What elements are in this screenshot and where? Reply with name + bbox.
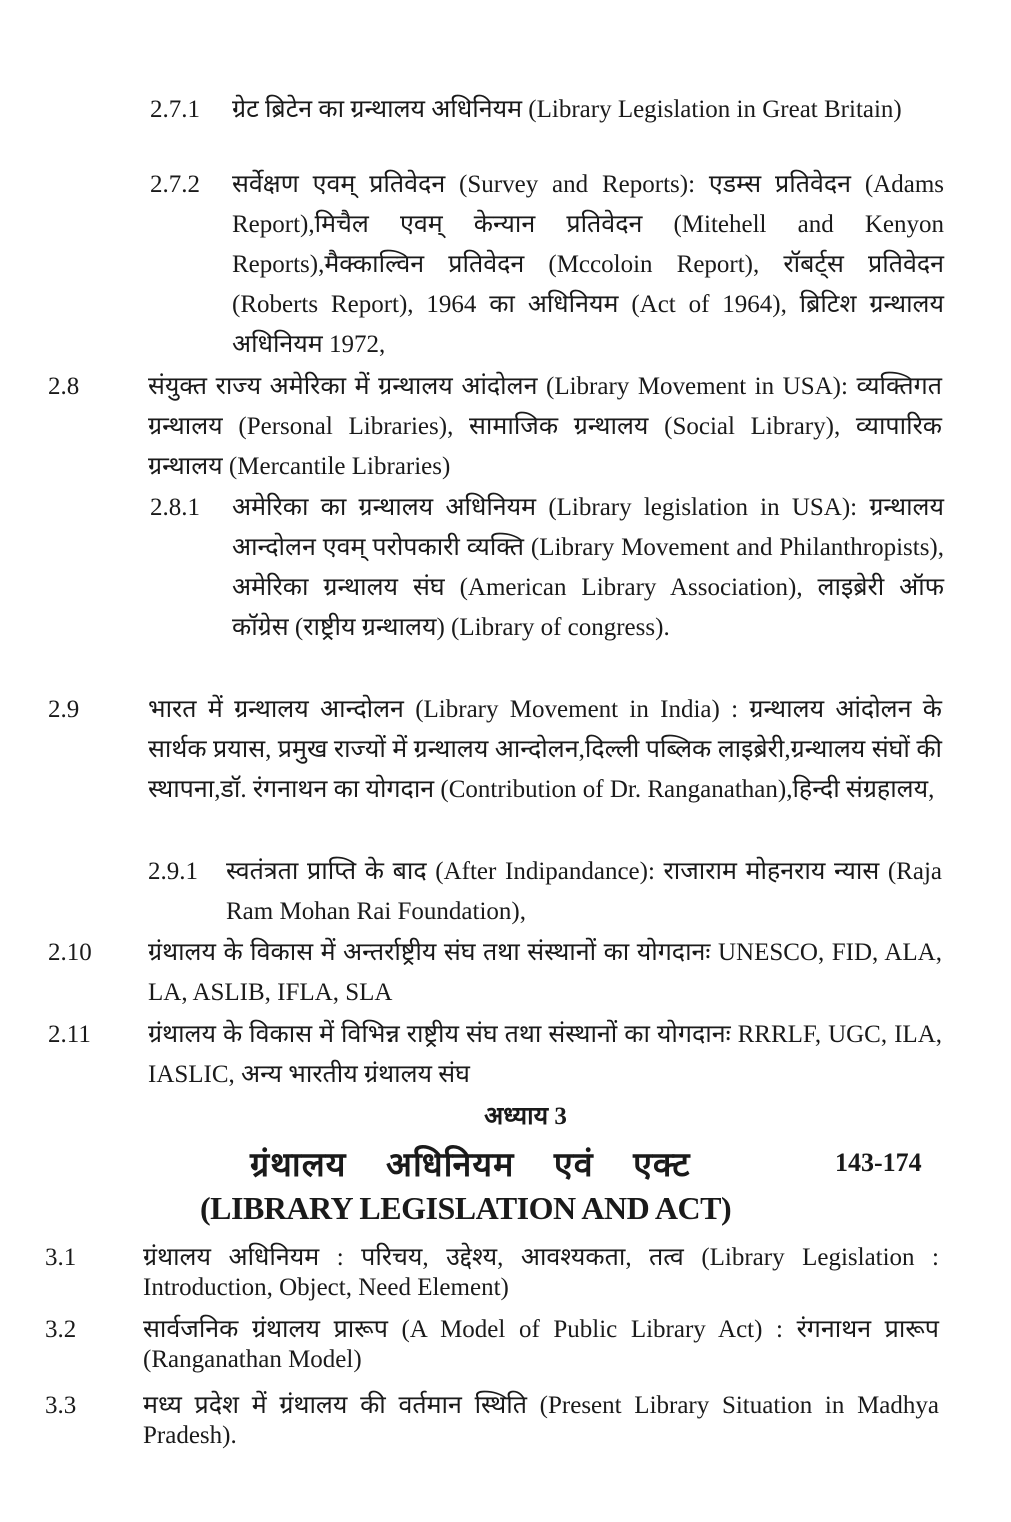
chapter-title: ग्रंथालय अधिनियम एवं एक्ट — [250, 1147, 691, 1184]
chapter-page-range: 143-174 — [835, 1148, 922, 1177]
entry-number: 2.7.2 — [150, 171, 200, 198]
entry-text: अमेरिका का ग्रन्थालय अधिनियम (Library legislation in USA): ग्रन्थालय आन्दोलन एवम् परोपकारी व्यक्ति (Library Movement and Philanthropists), अमेरिका ग्रन्थालय संघ (American Library Association), लाइब्रेरी ऑफ कॉग्रेस (राष्ट्रीय ग्रन्थालय) (Library of congress). — [232, 494, 944, 641]
entry-text: संयुक्त राज्य अमेरिका में ग्रन्थालय आंदोलन (Library Movement in USA): व्यक्तिगत ग्रन्थालय (Personal Libraries), सामाजिक ग्रन्थालय (Social Library), व्यापारिक ग्रन्थालय (Mercantile Libraries) — [148, 373, 942, 480]
entry-number: 2.11 — [48, 1021, 91, 1048]
entry-number: 2.9.1 — [148, 858, 198, 885]
entry-text: स्वतंत्रता प्राप्ति के बाद (After Indipandance): राजाराम मोहनराय न्यास (Raja Ram Mohan Rai Foundation), — [226, 858, 942, 925]
entry-number: 2.9 — [48, 696, 80, 723]
entry-number: 3.1 — [45, 1244, 77, 1271]
entry-text: ग्रंथालय के विकास में अन्तर्राष्ट्रीय संघ तथा संस्थानों का योगदानः UNESCO, FID, ALA, LA, ASLIB, IFLA, SLA — [148, 939, 942, 1006]
entry-number: 2.8 — [48, 373, 80, 400]
entry-text: सार्वजनिक ग्रंथालय प्रारूप (A Model of Public Library Act) : रंगनाथन प्रारूप (Ranganathan Model) — [143, 1316, 939, 1373]
entry-number: 2.8.1 — [150, 494, 200, 521]
chapter-subtitle: (LIBRARY LEGISLATION AND ACT) — [200, 1190, 732, 1226]
chapter-label: अध्याय 3 — [484, 1103, 567, 1130]
entry-number: 2.7.1 — [150, 96, 200, 123]
entry-number: 3.2 — [45, 1316, 77, 1343]
entry-text: ग्रंथालय के विकास में विभिन्न राष्ट्रीय संघ तथा संस्थानों का योगदानः RRRLF, UGC, ILA, IASLIC, अन्य भारतीय ग्रंथालय संघ — [148, 1021, 942, 1088]
entry-text: भारत में ग्रन्थालय आन्दोलन (Library Movement in India) : ग्रन्थालय आंदोलन के सार्थक प्रयास, प्रमुख राज्यों में ग्रन्थालय आन्दोलन,दिल्ली पब्लिक लाइब्रेरी,ग्रन्थालय संघों की स्थापना,डॉ. रंगनाथन का योगदान (Contribution of Dr. Ranganathan),हिन्दी संग्रहालय, — [148, 696, 942, 803]
entry-text: ग्रंथालय अधिनियम : परिचय, उद्देश्य, आवश्यकता, तत्व (Library Legislation : Introduction, Object, Need Element) — [143, 1244, 939, 1301]
entry-number: 2.10 — [48, 939, 92, 966]
entry-text: मध्य प्रदेश में ग्रंथालय की वर्तमान स्थिति (Present Library Situation in Madhya Pradesh). — [143, 1392, 939, 1449]
entry-text: ग्रेट ब्रिटेन का ग्रन्थालय अधिनियम (Library Legislation in Great Britain) — [232, 96, 902, 123]
entry-text: सर्वेक्षण एवम् प्रतिवेदन (Survey and Reports): एडम्स प्रतिवेदन (Adams Report),मिचैल एवम् केन्यान प्रतिवेदन (Mitehell and Kenyon Reports),मैक्काल्विन प्रतिवेदन (Mccoloin Report), रॉबर्ट्स प्रतिवेदन (Roberts Report), 1964 का अधिनियम (Act of 1964), ब्रिटिश ग्रन्थालय अधिनियम 1972, — [232, 171, 944, 358]
entry-number: 3.3 — [45, 1392, 77, 1419]
